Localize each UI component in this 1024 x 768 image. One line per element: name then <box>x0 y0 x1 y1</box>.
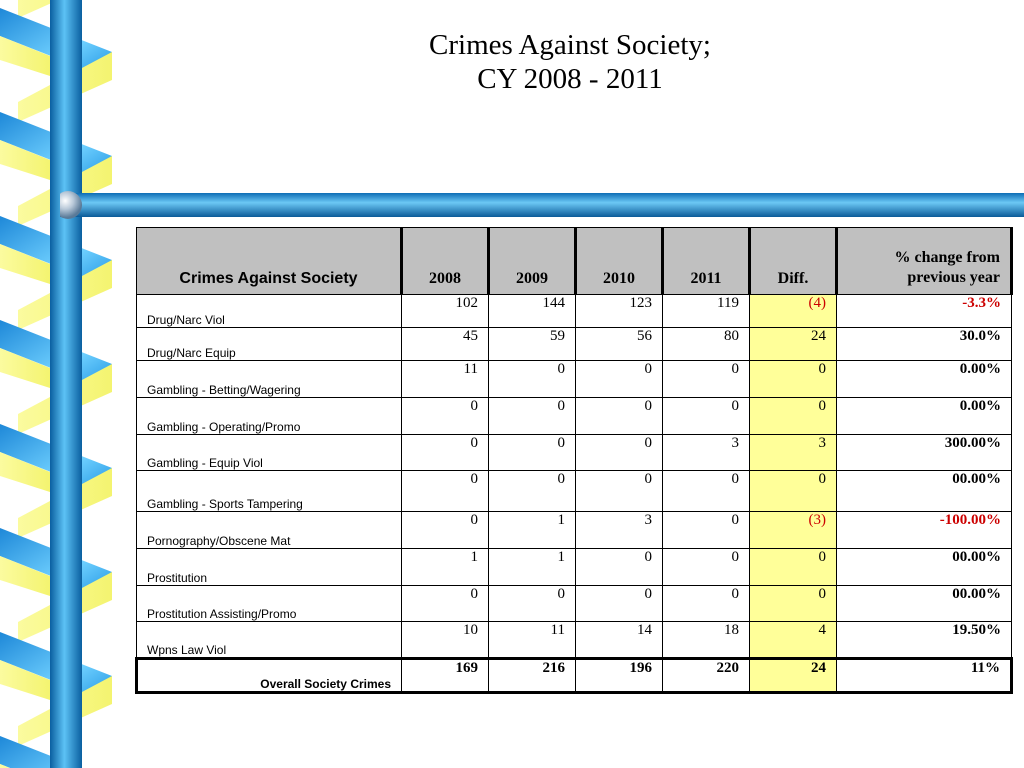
cell-2008: 0 <box>402 512 489 549</box>
cell-2011: 0 <box>663 512 750 549</box>
cell-2008: 10 <box>402 622 489 659</box>
header-diff: Diff. <box>750 228 837 295</box>
cell-diff: 24 <box>750 328 837 361</box>
total-2008: 169 <box>402 659 489 693</box>
cell-2011: 3 <box>663 435 750 471</box>
total-2010: 196 <box>576 659 663 693</box>
row-label: Prostitution Assisting/Promo <box>137 586 402 622</box>
row-label: Pornography/Obscene Mat <box>137 512 402 549</box>
cell-2009: 11 <box>489 622 576 659</box>
cell-2009: 0 <box>489 471 576 512</box>
cell-diff: 0 <box>750 471 837 512</box>
cell-pct-change: 00.00% <box>837 471 1012 512</box>
cell-2010: 123 <box>576 295 663 328</box>
cell-diff: (3) <box>750 512 837 549</box>
cell-2010: 3 <box>576 512 663 549</box>
cell-2011: 0 <box>663 398 750 435</box>
table-row <box>137 328 1012 361</box>
total-pct-change: 11% <box>837 659 1012 693</box>
table-row <box>137 361 1012 398</box>
cell-2009: 1 <box>489 512 576 549</box>
cell-2011: 119 <box>663 295 750 328</box>
header-2008: 2008 <box>402 228 489 295</box>
cell-diff: 0 <box>750 549 837 586</box>
cell-pct-change: 0.00% <box>837 361 1012 398</box>
cell-2008: 0 <box>402 435 489 471</box>
cell-diff: 3 <box>750 435 837 471</box>
header-2009: 2009 <box>489 228 576 295</box>
decorative-ribbon <box>0 0 120 768</box>
cell-2011: 80 <box>663 328 750 361</box>
page-subtitle: CY 2008 - 2011 <box>477 63 663 95</box>
table-row <box>137 586 1012 622</box>
row-label: Gambling - Betting/Wagering <box>137 361 402 398</box>
table-header-row <box>137 228 1012 295</box>
cell-2011: 0 <box>663 586 750 622</box>
cell-2009: 0 <box>489 586 576 622</box>
cell-2011: 0 <box>663 471 750 512</box>
total-2011: 220 <box>663 659 750 693</box>
cell-2010: 0 <box>576 471 663 512</box>
cell-diff: 0 <box>750 361 837 398</box>
cell-2008: 0 <box>402 586 489 622</box>
row-label: Gambling - Sports Tampering <box>137 471 402 512</box>
table-row <box>137 622 1012 659</box>
header-pct-change <box>837 228 1012 295</box>
total-label: Overall Society Crimes <box>137 659 402 693</box>
cell-2009: 59 <box>489 328 576 361</box>
table-body <box>137 295 1012 693</box>
cell-2009: 0 <box>489 435 576 471</box>
cell-2008: 11 <box>402 361 489 398</box>
cell-diff: (4) <box>750 295 837 328</box>
cell-2010: 14 <box>576 622 663 659</box>
cell-2009: 144 <box>489 295 576 328</box>
table-row <box>137 295 1012 328</box>
cell-2008: 45 <box>402 328 489 361</box>
cell-diff: 4 <box>750 622 837 659</box>
cell-2010: 0 <box>576 361 663 398</box>
cell-2010: 0 <box>576 549 663 586</box>
horizontal-divider-bar <box>60 190 1024 220</box>
cell-2010: 56 <box>576 328 663 361</box>
cell-2009: 0 <box>489 361 576 398</box>
cell-2010: 0 <box>576 586 663 622</box>
header-pct-line1: % change from <box>894 249 1000 266</box>
cell-2008: 1 <box>402 549 489 586</box>
cell-pct-change: 30.0% <box>837 328 1012 361</box>
table-row <box>137 549 1012 586</box>
crimes-table <box>135 227 1013 694</box>
cell-2011: 18 <box>663 622 750 659</box>
header-2010: 2010 <box>576 228 663 295</box>
total-diff: 24 <box>750 659 837 693</box>
row-label: Drug/Narc Equip <box>137 328 402 361</box>
cell-pct-change: 00.00% <box>837 549 1012 586</box>
cell-pct-change: -3.3% <box>837 295 1012 328</box>
row-label: Prostitution <box>137 549 402 586</box>
cell-diff: 0 <box>750 398 837 435</box>
cell-2011: 0 <box>663 361 750 398</box>
table-row <box>137 398 1012 435</box>
total-row <box>137 659 1012 693</box>
table-row <box>137 435 1012 471</box>
cell-2008: 0 <box>402 471 489 512</box>
row-label: Gambling - Equip Viol <box>137 435 402 471</box>
cell-pct-change: 00.00% <box>837 586 1012 622</box>
cell-2009: 0 <box>489 398 576 435</box>
cell-2010: 0 <box>576 435 663 471</box>
page-title: Crimes Against Society; <box>429 29 711 61</box>
cell-diff: 0 <box>750 586 837 622</box>
cell-2010: 0 <box>576 398 663 435</box>
row-label: Drug/Narc Viol <box>137 295 402 328</box>
cell-2008: 0 <box>402 398 489 435</box>
header-category: Crimes Against Society <box>137 228 402 295</box>
cell-2008: 102 <box>402 295 489 328</box>
cell-pct-change: 19.50% <box>837 622 1012 659</box>
cell-2009: 1 <box>489 549 576 586</box>
row-label: Wpns Law Viol <box>137 622 402 659</box>
row-label: Gambling - Operating/Promo <box>137 398 402 435</box>
header-pct-line2: previous year <box>907 269 1000 286</box>
cell-pct-change: -100.00% <box>837 512 1012 549</box>
table-row <box>137 471 1012 512</box>
cell-pct-change: 300.00% <box>837 435 1012 471</box>
header-2011: 2011 <box>663 228 750 295</box>
table-row <box>137 512 1012 549</box>
cell-2011: 0 <box>663 549 750 586</box>
cell-pct-change: 0.00% <box>837 398 1012 435</box>
total-2009: 216 <box>489 659 576 693</box>
